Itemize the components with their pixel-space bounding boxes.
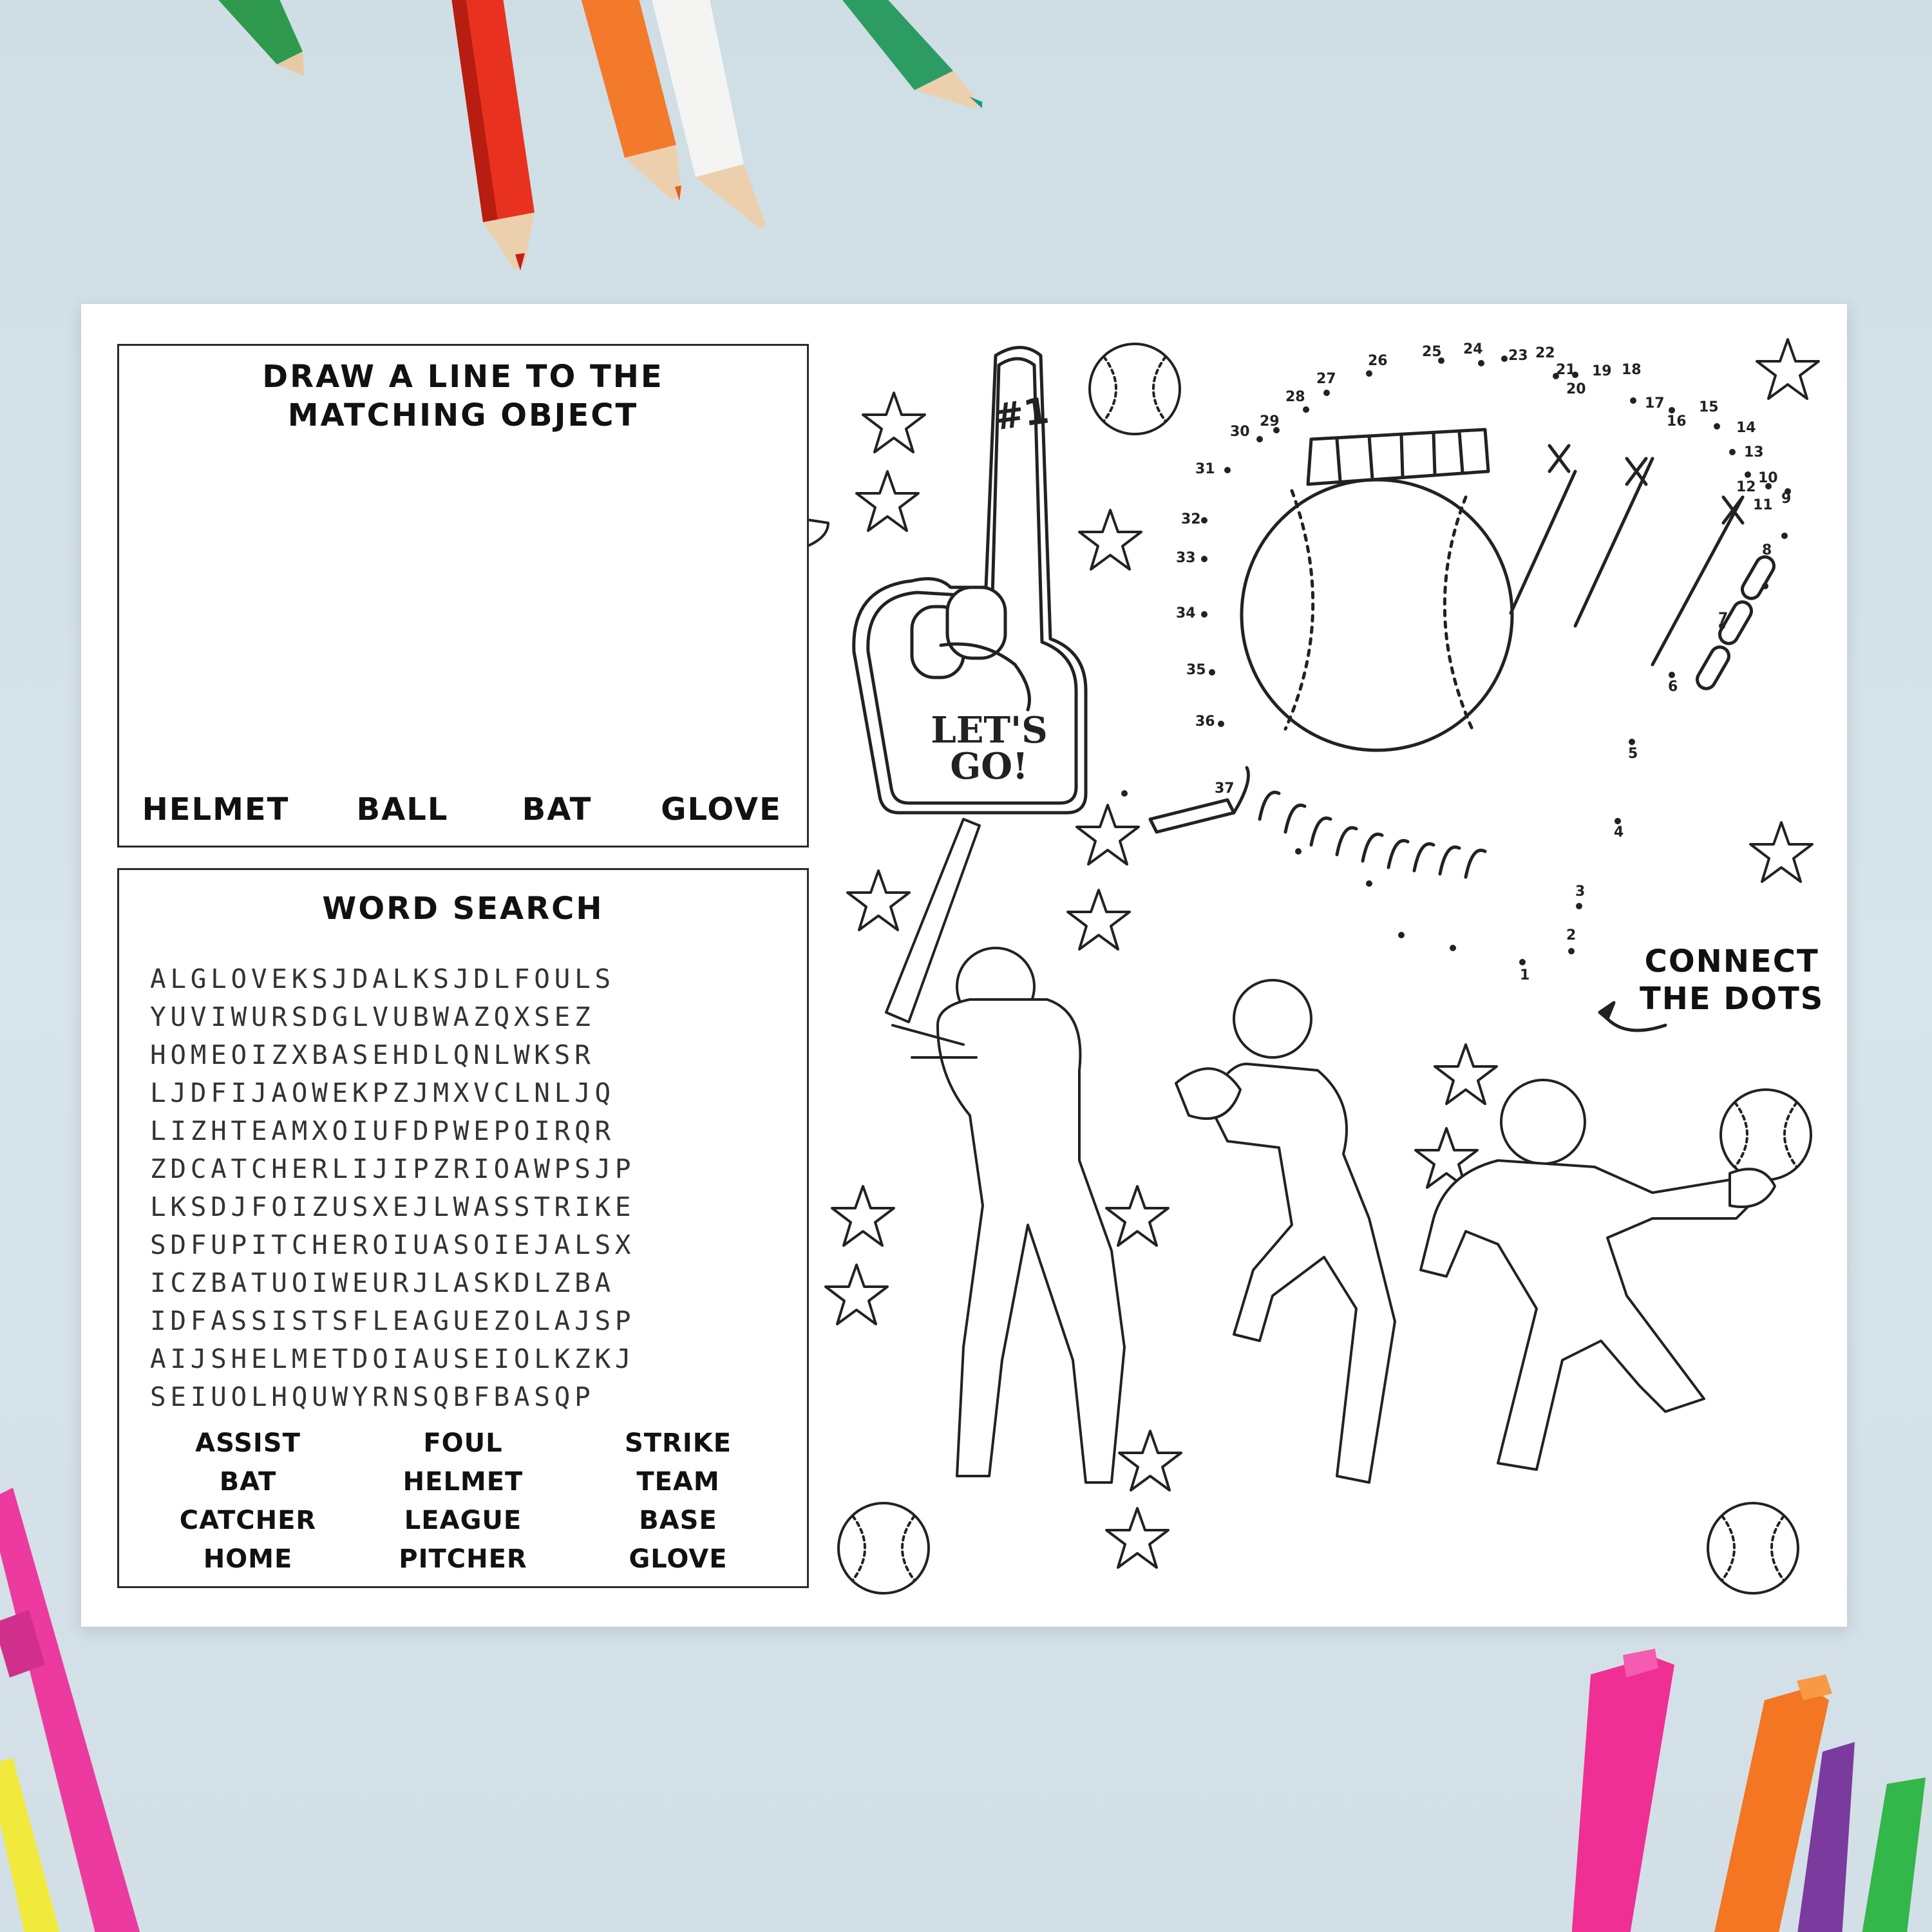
dot-number: 3 <box>1575 884 1586 900</box>
dots-baseball <box>1150 430 1777 1030</box>
dot-number: 34 <box>1176 605 1196 621</box>
foam-finger-text-1: LET'S <box>931 709 1048 752</box>
dot-number: 20 <box>1566 381 1586 397</box>
matching-label-helmet: HELMET <box>142 791 290 828</box>
dot-number: 15 <box>1699 399 1719 415</box>
grid-row: YUVIWURSDGLVUBWAZQXSEZ <box>150 1001 595 1032</box>
dot-number: 5 <box>1628 746 1638 762</box>
dot-number: 10 <box>1758 470 1778 486</box>
dot-number: 24 <box>1463 341 1483 357</box>
yellow-marker-left <box>0 1758 61 1932</box>
baseball-right <box>1721 1090 1811 1180</box>
dot-number: 19 <box>1592 363 1612 379</box>
dot-number: 18 <box>1622 362 1642 378</box>
word-column-2 <box>360 1424 566 1578</box>
grid-row: SEIUOLHQUWYRNSQBFBASQP <box>150 1381 595 1412</box>
dot-number: 6 <box>1668 679 1678 695</box>
matching-label-glove: GLOVE <box>661 791 782 828</box>
connect-dots-label <box>1640 943 1824 1018</box>
teal-pencil <box>837 0 982 108</box>
dot-number: 36 <box>1195 714 1215 730</box>
baseball-bottom-left <box>838 1503 929 1593</box>
baseball-top <box>1090 344 1180 434</box>
matching-panel <box>117 344 809 848</box>
dot-number: 7 <box>1718 611 1728 627</box>
grid-row: LIZHTEAMXOIUFDPWEPOIRQR <box>150 1115 615 1146</box>
word-search-grid <box>150 960 776 1416</box>
dot-number: 11 <box>1753 497 1773 513</box>
dot-number: 32 <box>1181 511 1201 527</box>
dot-number: 31 <box>1195 461 1215 477</box>
grid-row: LJDFIJAOWEKPZJMXVCLNLJQ <box>150 1077 615 1108</box>
baseball-bottom-right <box>1708 1503 1798 1593</box>
word-item: HELMET <box>402 1467 524 1497</box>
pitcher-player <box>1176 980 1395 1482</box>
foam-finger-text-2: GO! <box>950 745 1028 788</box>
word-item: LEAGUE <box>404 1506 522 1535</box>
dot-number: 30 <box>1230 424 1250 440</box>
word-item: CATCHER <box>179 1506 317 1535</box>
word-item: STRIKE <box>624 1428 732 1458</box>
grid-row: SDFUPITCHEROIUASOIEJALSX <box>150 1229 636 1260</box>
dot-number: 4 <box>1614 824 1624 840</box>
word-column-1 <box>145 1424 351 1578</box>
dot-number: 13 <box>1744 444 1764 460</box>
matching-title-line2: MATCHING OBJECT <box>287 397 639 433</box>
dot-number: 28 <box>1285 389 1305 405</box>
dot-number: 8 <box>1762 542 1772 558</box>
word-item: HOME <box>203 1544 293 1574</box>
matching-label-ball: BALL <box>356 791 449 828</box>
dot-number: 1 <box>1520 967 1530 983</box>
word-item: BASE <box>639 1506 717 1535</box>
dot-number: 14 <box>1736 420 1756 436</box>
dot-number: 17 <box>1645 395 1665 412</box>
word-item: GLOVE <box>629 1544 728 1574</box>
activity-placemat-sheet <box>81 304 1847 1627</box>
foam-finger-number: #1 <box>990 390 1052 439</box>
word-item: BAT <box>219 1467 277 1497</box>
dot-number: 21 <box>1556 362 1576 378</box>
word-item: FOUL <box>423 1428 503 1458</box>
dot-number: 16 <box>1667 413 1687 430</box>
red-pencil <box>451 0 535 270</box>
green-pencil-left <box>213 0 304 76</box>
dot-number: 27 <box>1316 371 1336 387</box>
grid-row: ICZBATUOIWEURJLASKDLZBA <box>150 1267 615 1298</box>
pink-marker-right <box>1571 1649 1674 1932</box>
grid-row: ALGLOVEKSJDALKSJDLFOULS <box>150 963 615 994</box>
connect-dots-line1: CONNECT <box>1644 943 1819 980</box>
dot-number: 2 <box>1566 927 1577 943</box>
grid-row: HOMEOIZXBASEHDLQNLWKSR <box>150 1039 595 1070</box>
grid-row: ZDCATCHERLIJIPZRIOAWPSJP <box>150 1153 636 1184</box>
matching-title <box>119 357 807 435</box>
dot-number: 25 <box>1422 344 1442 360</box>
matching-label-bat: BAT <box>522 791 592 828</box>
word-search-title: WORD SEARCH <box>322 891 604 927</box>
word-column-3 <box>575 1424 781 1578</box>
dot-number: 35 <box>1186 662 1206 678</box>
dot-number: 23 <box>1508 348 1528 364</box>
dot-number: 26 <box>1368 353 1388 369</box>
word-search-panel <box>117 868 809 1588</box>
green-marker-right <box>1861 1777 1926 1932</box>
connect-dots-line2: THE DOTS <box>1640 981 1824 1017</box>
grid-row: IDFASSISTSFLEAGUEZOLAJSP <box>150 1305 636 1336</box>
dot-number: 33 <box>1176 550 1196 566</box>
dot-number: 22 <box>1535 345 1555 361</box>
word-item: TEAM <box>636 1467 720 1497</box>
word-item: ASSIST <box>195 1428 301 1458</box>
grid-row: LKSDJFOIZUSXEJLWASSTRIKE <box>150 1191 636 1222</box>
dot-number: 12 <box>1736 479 1756 495</box>
word-list <box>145 1424 781 1578</box>
dot-number: 9 <box>1781 491 1792 507</box>
grid-row: AIJSHELMETDOIAUSEIOLKZKJ <box>150 1343 636 1374</box>
dot-number: 37 <box>1215 781 1235 797</box>
matching-title-line1: DRAW A LINE TO THE <box>262 359 664 395</box>
word-item: PITCHER <box>399 1544 527 1574</box>
dot-number: 29 <box>1260 413 1280 430</box>
